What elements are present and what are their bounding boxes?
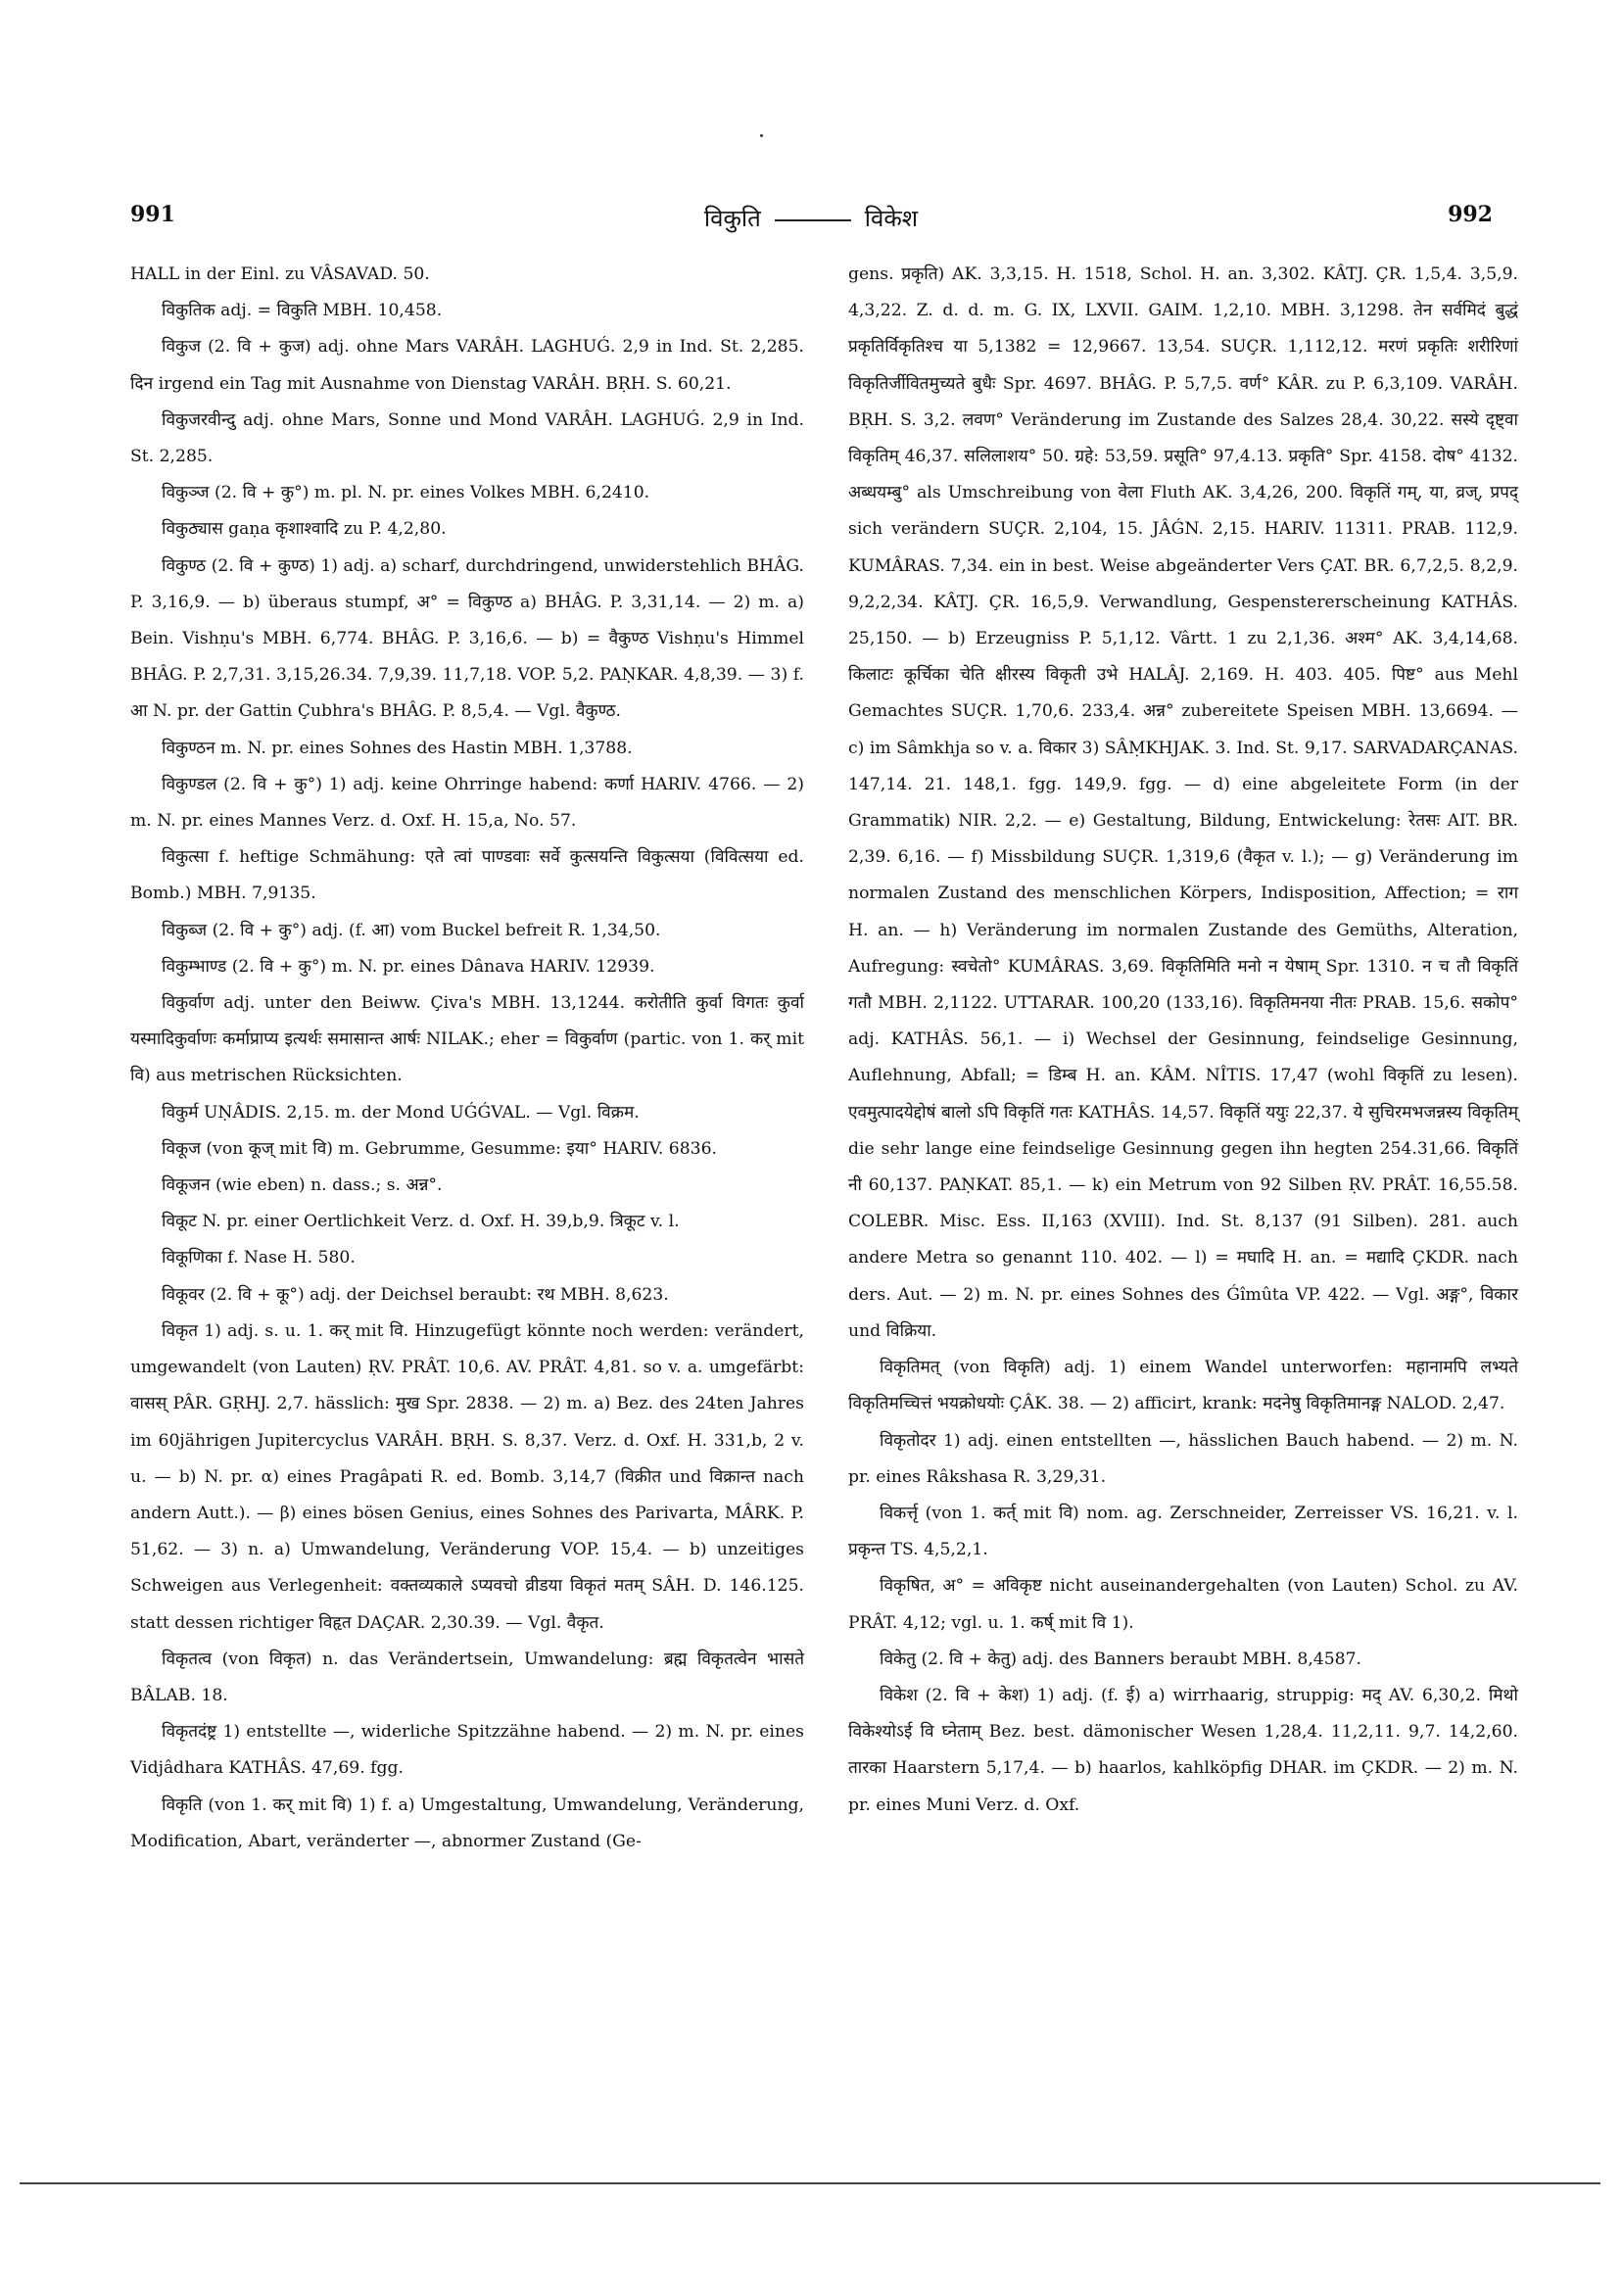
entry: विकृत 1) adj. s. u. 1. कर् mit वि. Hinzugefügt könnte noch werden: verändert, umgewandelt (von Lauten) ṚV. PRÂT. 10,6. AV. PRÂT. 4,81. so v. a. umgefärbt: वासस् PÂR. GṚHJ. 2,7. hässlich: मुख Spr. 2838. — 2) m. a) Bez. des 24ten Jahres im 60jährigen Jupitercyclus VARÂH. BṚH. S. 8,37. Verz. d. Oxf. H. 331,b, 2 v. u. — b) N. pr. α) eines Pragâpati R. ed. Bomb. 3,14,7 (विक्रीत und विक्रान्त nach andern Autt.). — β) eines bösen Genius, eines Sohnes des Parivarta, MÂRK. P. 51,62. — 3) n. a) Umwandelung, Veränderung VOP. 15,4. — b) unzeitiges Schweigen aus Verlegenheit: वक्तव्यकाले ऽप्यवचो व्रीडया विकृतं मतम् SÂH. D. 146.125. statt dessen richtiger विहृत DAÇAR. 2,30.39. — Vgl. वैकृत.	[130, 1320, 804, 1633]
entry: विकूजन (wie eben) n. dass.; s. अन्न°.	[162, 1175, 443, 1196]
entry: विकूज (von कूज् mit वि) m. Gebrumme, Gesumme: इया° HARIV. 6836.	[162, 1138, 717, 1159]
entry: विकुम्भाण्ड (2. वि + कु°) m. N. pr. eines Dânava HARIV. 12939.	[162, 956, 655, 977]
printer-dot	[760, 134, 763, 137]
entry: विकुर्म UṆÂDIS. 2,15. m. der Mond UǴǴVAL. — Vgl. विक्रम.	[162, 1102, 640, 1123]
entry: विकृषित, अ° = अविकृष्ट nicht auseinandergehalten (von Lauten) Schol. zu AV. PRÂT. 4,12; vgl. u. 1. कर्ष् mit वि 1).	[848, 1576, 1518, 1633]
entry: विकृति (von 1. कर् mit वि) 1) f. a) Umgestaltung, Umwandelung, Veränderung, Modification, Abart, veränderter —, abnormer Zustand (Ge-	[130, 1794, 804, 1851]
entry: विकुत्सा f. heftige Schmähung: एते त्वां पाण्डवाः सर्वे कुत्सयन्ति विकुत्सया (विवित्सया ed. Bomb.) MBH. 7,9135.	[130, 847, 804, 904]
running-head-right: विकेश	[864, 205, 919, 232]
entry: विकूट N. pr. einer Oertlichkeit Verz. d. Oxf. H. 39,b,9. त्रिकूट v. l.	[162, 1212, 680, 1232]
entry: विकर्त्तृ (von 1. कर्त् mit वि) nom. ag. Zerschneider, Zerreisser VS. 16,21. v. l. प्रकृन्त TS. 4,5,2,1.	[848, 1503, 1518, 1560]
entry: विकेतु (2. वि + केतु) adj. des Banners beraubt MBH. 8,4587.	[880, 1649, 1362, 1669]
entry: विकूणिका f. Nase H. 580.	[162, 1248, 356, 1268]
entry: विकुण्ठन m. N. pr. eines Sohnes des Hastin MBH. 1,3788.	[162, 738, 633, 758]
page-header	[0, 202, 1622, 241]
entry: HALL in der Einl. zu VÂSAVAD. 50.	[130, 264, 430, 284]
entry: विकुर्वाण adj. unter den Beiww. Çiva's MBH. 13,1244. करोतीति कुर्वा विगतः कुर्वा यस्मादिकुर्वाणः कर्माप्राप्य इत्यर्थः समासान्त आर्षः NILAK.; eher = विकुर्वाण (partic. von 1. कर् mit वि) aus metrischen Rücksichten.	[130, 993, 804, 1086]
right-column	[848, 257, 1518, 1824]
entry: विकेश (2. वि + केश) 1) adj. (f. ई) a) wirrhaarig, struppig: मद् AV. 6,30,2. मिथो विकेश्योऽई वि घ्नेताम् Bez. best. dämonischer Wesen 1,28,4. 11,2,11. 9,7. 14,2,60. तारका Haarstern 5,17,4. — b) haarlos, kahlköpfig DHAR. im ÇKDR. — 2) m. N. pr. eines Muni Verz. d. Oxf.	[848, 1685, 1518, 1815]
entry: विकुजरवीन्दु adj. ohne Mars, Sonne und Mond VARÂH. LAGHUǴ. 2,9 in Ind. St. 2,285.	[130, 409, 804, 467]
entry: विकुतिक adj. = विकुति MBH. 10,458.	[162, 301, 443, 321]
left-column	[130, 257, 804, 1860]
entry: विकुब्ज (2. वि + कु°) adj. (f. आ) vom Buckel befreit R. 1,34,50.	[162, 920, 661, 940]
entry: विकुञ्ज (2. वि + कु°) m. pl. N. pr. eines Volkes MBH. 6,2410.	[162, 483, 650, 503]
running-head-dash	[775, 219, 851, 221]
entry: विकुज (2. वि + कुज) adj. ohne Mars VARÂH. LAGHUǴ. 2,9 in Ind. St. 2,285. दिन irgend ein Tag mit Ausnahme von Dienstag VARÂH. BṚH. S. 60,21.	[130, 337, 804, 394]
entry: gens. प्रकृति) AK. 3,3,15. H. 1518, Schol. H. an. 3,302. KÂTJ. ÇR. 1,5,4. 3,5,9. 4,3,22. Z. d. d. m. G. IX, LXVII. GAIM. 1,2,10. MBH. 3,1298. तेन सर्वमिदं बुद्धं प्रकृतिर्विकृतिश्च या 5,1382 = 12,9667. 13,54. SUÇR. 1,112,12. मरणं प्रकृतिः शरीरिणां विकृतिर्जीवितमुच्यते बुधैः Spr. 4697. BHÂG. P. 5,7,5. वर्ण° KÂR. zu P. 6,3,109. VARÂH. BṚH. S. 3,2. लवण° Veränderung im Zustande des Salzes 28,4. 30,22. सस्ये दृष्ट्वा विकृतिम् 46,37. सलिलाशय° 50. ग्रहे: 53,59. प्रसूति° 97,4.13. प्रकृति° Spr. 4158. दोष° 4132. अब्धयम्बु° als Umschreibung von वेला Fluth AK. 3,4,26, 200. विकृतिं गम्, या, व्रज्, प्रपद् sich verändern SUÇR. 2,104, 15. JÂǴN. 2,15. HARIV. 11311. PRAB. 112,9. KUMÂRAS. 7,34. ein in best. Weise abgeänderter Vers ÇAT. BR. 6,7,2,5. 8,2,9. 9,2,2,34. KÂTJ. ÇR. 16,5,9. Verwandlung, Gespenstererscheinung KATHÂS. 25,150. — b) Erzeugniss P. 5,1,12. Vârtt. 1 zu 2,1,36. अश्म° AK. 3,4,14,68. किलाटः कूर्चिका चेति क्षीरस्य विकृती उभे HALÂJ. 2,169. H. 403. 405. पिष्ट° aus Mehl Gemachtes SUÇR. 1,70,6. 233,4. अन्न° zubereitete Speisen MBH. 13,6694. — c) im Sâmkhja so v. a. विकार 3) SÂṂKHJAK. 3. Ind. St. 9,17. SARVADARÇANAS. 147,14. 21. 148,1. fgg. 149,9. fgg. — d) eine abgeleitete Form (in der Grammatik) NIR. 2,2. — e) Gestaltung, Bildung, Entwickelung: रेतसः AIT. BR. 2,39. 6,16. — f) Missbildung SUÇR. 1,319,6 (वैकृत v. l.); — g) Veränderung im normalen Zustand des menschlichen Körpers, Indisposition, Affection; = राग H. an. — h) Veränderung im normalen Zustande des Gemüths, Alteration, Aufregung: स्वचेतो° KUMÂRAS. 3,69. विकृतिमिति मनो न येषाम् Spr. 1310. न च तौ विकृतिं गतौ MBH. 2,1122. UTTARAR. 100,20 (133,16). विकृतिमनया नीतः PRAB. 15,6. सकोप° adj. KATHÂS. 56,1. — i) Wechsel der Gesinnung, feindselige Gesinnung, Auflehnung, Abfall; = डिम्ब H. an. KÂM. NÎTIS. 17,47 (wohl विकृतिं zu lesen). एवमुत्पादयेद्दोषं बालो ऽपि विकृतिं गतः KATHÂS. 14,57. विकृतिं ययुः 22,37. ये सुचिरमभजन्नस्य विकृतिम् die sehr lange eine feindselige Gesinnung gegen ihn hegten 254.31,66. विकृतिं नी 60,137. PAṆKAT. 85,1. — k) ein Metrum von 92 Silben ṚV. PRÂT. 16,55.58. COLEBR. Misc. Ess. II,163 (XVIII). Ind. St. 8,137 (91 Silben). 281. auch andere Metra so genannt 110. 402. — l) = मघादि H. an. = मद्यादि ÇKDR. nach ders. Aut. — 2) m. N. pr. eines Sohnes des Ǵîmûta VP. 422. — Vgl. अङ्ग°, विकार und विक्रिया.	[848, 264, 1518, 1341]
entry: विकृतदंष्ट्र 1) entstellte —, widerliche Spitzzähne habend. — 2) m. N. pr. eines Vidjâdhara KATHÂS. 47,69. fgg.	[130, 1722, 804, 1779]
footer-rule	[20, 2182, 1600, 2184]
entry: विकुण्ठ (2. वि + कुण्ठ) 1) adj. a) scharf, durchdringend, unwiderstehlich BHÂG. P. 3,16,9. — b) überaus stumpf, अ° = विकुण्ठ a) BHÂG. P. 3,31,14. — 2) m. a) Bein. Vishṇu's MBH. 6,774. BHÂG. P. 3,16,6. — b) = वैकुण्ठ Vishṇu's Himmel BHÂG. P. 2,7,31. 3,15,26.34. 7,9,39. 11,7,18. VOP. 5,2. PAṆKAR. 4,8,39. — 3) f. आ N. pr. der Gattin Çubhra's BHÂG. P. 8,5,4. — Vgl. वैकुण्ठ.	[130, 555, 804, 722]
entry: विकुण्डल (2. वि + कु°) 1) adj. keine Ohrringe habend: कर्णा HARIV. 4766. — 2) m. N. pr. eines Mannes Verz. d. Oxf. H. 15,a, No. 57.	[130, 774, 804, 832]
entry: विकुठ्यास gaṇa कृशाश्वादि zu P. 4,2,80.	[162, 519, 447, 540]
page-number-left: 991	[130, 202, 175, 227]
page-number-right: 992	[1448, 202, 1493, 227]
entry: विकृतिमत् (von विकृति) adj. 1) einem Wandel unterworfen: महानामपि लभ्यते विकृतिमच्चित्तं भयक्रोधयोः ÇÂK. 38. — 2) afficirt, krank: मदनेषु विकृतिमानङ्ग NALOD. 2,47.	[848, 1358, 1518, 1414]
entry: विकृतत्व (von विकृत) n. das Verändertsein, Umwandelung: ब्रह्म विकृतत्वेन भासते BÂLAB. 18.	[130, 1649, 804, 1705]
running-head-left: विकुति	[703, 205, 761, 232]
entry: विकूवर (2. वि + कू°) adj. der Deichsel beraubt: रथ MBH. 8,623.	[162, 1284, 669, 1305]
running-head	[0, 202, 1622, 234]
entry: विकृतोदर 1) adj. einen entstellten —, hässlichen Bauch habend. — 2) m. N. pr. eines Râkshasa R. 3,29,31.	[848, 1430, 1518, 1487]
